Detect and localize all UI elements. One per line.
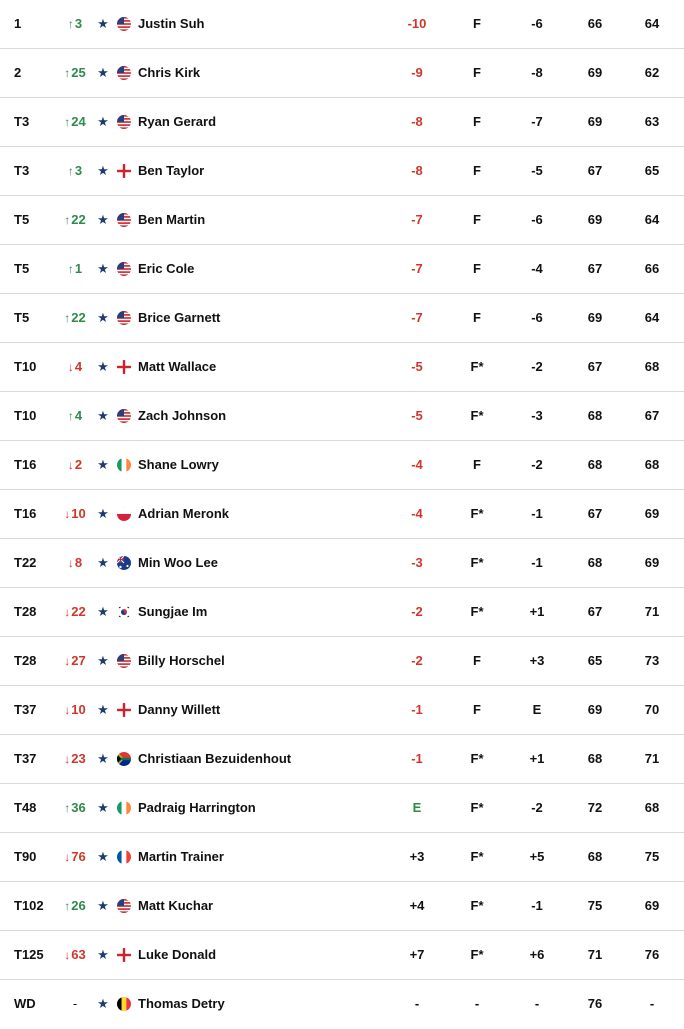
player-name[interactable]: Sungjae Im: [138, 604, 208, 619]
thru-status: F*: [470, 604, 484, 619]
player-row[interactable]: [0, 245, 684, 294]
flag-usa-icon: [117, 899, 131, 913]
flag-usa-icon: [117, 409, 131, 423]
position: T16: [14, 457, 37, 472]
flag-england-icon: [117, 360, 131, 374]
round-2-score: 70: [644, 702, 660, 717]
player-row[interactable]: [0, 539, 684, 588]
total-to-par: -7: [411, 261, 423, 276]
round-to-par: -2: [531, 457, 543, 472]
thru-status: F: [473, 212, 481, 227]
favorite-star-icon[interactable]: ★: [97, 996, 109, 1011]
position: T16: [14, 506, 37, 521]
position: T3: [14, 163, 30, 178]
thru-status: F*: [470, 359, 484, 374]
position-movement: [58, 735, 92, 783]
round-1-score: 68: [587, 555, 603, 570]
flag-ireland-icon: [117, 458, 131, 472]
player-name[interactable]: Billy Horschel: [138, 653, 225, 668]
movement-value: 2: [74, 457, 83, 472]
position: T5: [14, 261, 30, 276]
player-name[interactable]: Matt Wallace: [138, 359, 217, 374]
player-row[interactable]: [0, 882, 684, 931]
thru-status: F*: [470, 800, 484, 815]
favorite-star-icon[interactable]: ★: [97, 751, 109, 766]
round-1-score: 71: [587, 947, 603, 962]
player-name[interactable]: Thomas Detry: [138, 996, 225, 1011]
round-1-score: 76: [587, 996, 603, 1011]
arrow-down-icon: ↓: [67, 360, 74, 374]
flag-england-icon: [117, 948, 131, 962]
flag-usa-icon: [117, 262, 131, 276]
favorite-star-icon[interactable]: ★: [97, 457, 109, 472]
favorite-star-icon[interactable]: ★: [97, 163, 109, 178]
player-row[interactable]: [0, 637, 684, 686]
round-1-score: 69: [587, 702, 603, 717]
position: T5: [14, 310, 30, 325]
arrow-down-icon: ↓: [64, 752, 71, 766]
favorite-star-icon[interactable]: ★: [97, 114, 109, 129]
position-movement: [58, 490, 92, 538]
round-to-par: E: [532, 702, 542, 717]
position: T28: [14, 604, 37, 619]
round-1-score: 69: [587, 310, 603, 325]
round-2-score: 65: [644, 163, 660, 178]
thru-status: -: [474, 996, 480, 1011]
round-2-score: 75: [644, 849, 660, 864]
round-2-score: 66: [644, 261, 660, 276]
movement-value: 36: [71, 800, 86, 815]
round-2-score: 71: [644, 604, 660, 619]
player-name[interactable]: Justin Suh: [138, 16, 205, 31]
position-movement: [58, 784, 92, 832]
player-row[interactable]: [0, 196, 684, 245]
arrow-up-icon: ↑: [64, 115, 71, 129]
position-movement: [58, 98, 92, 146]
favorite-star-icon[interactable]: ★: [97, 212, 109, 227]
position-movement: [58, 147, 92, 195]
round-1-score: 69: [587, 65, 603, 80]
movement-value: 8: [74, 555, 83, 570]
round-1-score: 69: [587, 114, 603, 129]
round-2-score: 69: [644, 898, 660, 913]
round-2-score: 76: [644, 947, 660, 962]
player-row[interactable]: [0, 833, 684, 882]
position: T48: [14, 800, 37, 815]
player-row[interactable]: [0, 784, 684, 833]
arrow-up-icon: ↑: [67, 164, 74, 178]
thru-status: F*: [470, 408, 484, 423]
favorite-star-icon[interactable]: ★: [97, 653, 109, 668]
round-to-par: +3: [529, 653, 545, 668]
thru-status: F: [473, 702, 481, 717]
thru-status: F: [473, 65, 481, 80]
arrow-up-icon: ↑: [67, 409, 74, 423]
thru-status: F: [473, 114, 481, 129]
movement-value: 23: [71, 751, 86, 766]
flag-usa-icon: [117, 17, 131, 31]
player-row[interactable]: [0, 588, 684, 637]
flag-australia-icon: [117, 556, 131, 570]
favorite-star-icon[interactable]: ★: [97, 702, 109, 717]
arrow-up-icon: ↑: [64, 801, 71, 815]
flag-england-icon: [117, 164, 131, 178]
round-2-score: 64: [644, 16, 660, 31]
movement-value: 10: [71, 702, 86, 717]
round-1-score: 66: [587, 16, 603, 31]
round-1-score: 67: [587, 261, 603, 276]
player-name[interactable]: Ryan Gerard: [138, 114, 217, 129]
round-2-score: 71: [644, 751, 660, 766]
movement-value: 1: [74, 261, 83, 276]
arrow-down-icon: ↓: [67, 556, 74, 570]
arrow-up-icon: ↑: [64, 66, 71, 80]
arrow-up-icon: ↑: [67, 262, 74, 276]
total-to-par: -7: [411, 310, 423, 325]
position-movement: [58, 245, 92, 293]
favorite-star-icon[interactable]: ★: [97, 16, 109, 31]
round-1-score: 67: [587, 163, 603, 178]
movement-value: 25: [71, 65, 86, 80]
round-to-par: -1: [531, 506, 543, 521]
player-name[interactable]: Danny Willett: [138, 702, 221, 717]
round-1-score: 69: [587, 212, 603, 227]
favorite-star-icon[interactable]: ★: [97, 359, 109, 374]
position-movement: [58, 931, 92, 979]
movement-value: 3: [74, 163, 83, 178]
position-movement: [58, 588, 92, 636]
position: T102: [14, 898, 44, 913]
player-name[interactable]: Eric Cole: [138, 261, 195, 276]
flag-poland-icon: [117, 507, 131, 521]
total-to-par: -: [414, 996, 420, 1011]
total-to-par: -7: [411, 212, 423, 227]
thru-status: F: [473, 653, 481, 668]
round-1-score: 68: [587, 408, 603, 423]
favorite-star-icon[interactable]: ★: [97, 65, 109, 80]
thru-status: F*: [470, 898, 484, 913]
movement-value: 63: [71, 947, 86, 962]
arrow-up-icon: ↑: [64, 213, 71, 227]
thru-status: F: [473, 163, 481, 178]
total-to-par: -5: [411, 359, 423, 374]
thru-status: F: [473, 261, 481, 276]
player-name[interactable]: Zach Johnson: [138, 408, 227, 423]
position: T125: [14, 947, 44, 962]
flag-korea-icon: [117, 605, 131, 619]
player-name[interactable]: Luke Donald: [138, 947, 217, 962]
flag-usa-icon: [117, 115, 131, 129]
round-1-score: 68: [587, 849, 603, 864]
total-to-par: +3: [409, 849, 425, 864]
round-to-par: -5: [531, 163, 543, 178]
round-2-score: 68: [644, 457, 660, 472]
arrow-up-icon: ↑: [67, 17, 74, 31]
favorite-star-icon[interactable]: ★: [97, 261, 109, 276]
round-to-par: -6: [531, 16, 543, 31]
position: T10: [14, 408, 37, 423]
flag-south-africa-icon: [117, 752, 131, 766]
player-name[interactable]: Min Woo Lee: [138, 555, 218, 570]
player-name[interactable]: Adrian Meronk: [138, 506, 230, 521]
movement-value: 4: [74, 359, 83, 374]
position: T37: [14, 702, 37, 717]
total-to-par: +4: [409, 898, 425, 913]
player-name[interactable]: Matt Kuchar: [138, 898, 214, 913]
player-row[interactable]: [0, 343, 684, 392]
movement-value: -: [72, 996, 78, 1011]
player-name[interactable]: Padraig Harrington: [138, 800, 256, 815]
player-name[interactable]: Ben Taylor: [138, 163, 205, 178]
favorite-star-icon[interactable]: ★: [97, 310, 109, 325]
position-movement: [58, 0, 92, 48]
position-movement: [58, 637, 92, 685]
flag-usa-icon: [117, 66, 131, 80]
favorite-star-icon[interactable]: ★: [97, 555, 109, 570]
arrow-down-icon: ↓: [64, 850, 71, 864]
position-movement: [58, 833, 92, 881]
round-to-par: -6: [531, 310, 543, 325]
player-row[interactable]: [0, 49, 684, 98]
round-to-par: +5: [529, 849, 545, 864]
total-to-par: -1: [411, 702, 423, 717]
player-row[interactable]: [0, 686, 684, 735]
arrow-down-icon: ↓: [64, 605, 71, 619]
flag-ireland-icon: [117, 801, 131, 815]
round-1-score: 65: [587, 653, 603, 668]
round-2-score: 67: [644, 408, 660, 423]
favorite-star-icon[interactable]: ★: [97, 947, 109, 962]
favorite-star-icon[interactable]: ★: [97, 849, 109, 864]
player-name[interactable]: Brice Garnett: [138, 310, 221, 325]
round-to-par: -1: [531, 898, 543, 913]
total-to-par: -4: [411, 506, 423, 521]
round-1-score: 75: [587, 898, 603, 913]
position-movement: [58, 686, 92, 734]
player-row[interactable]: [0, 0, 684, 49]
round-2-score: 73: [644, 653, 660, 668]
round-1-score: 72: [587, 800, 603, 815]
position-movement: [58, 980, 92, 1028]
thru-status: F: [473, 16, 481, 31]
total-to-par: +7: [409, 947, 425, 962]
round-to-par: -2: [531, 359, 543, 374]
position-movement: [58, 392, 92, 440]
position: T37: [14, 751, 37, 766]
favorite-star-icon[interactable]: ★: [97, 408, 109, 423]
player-row[interactable]: [0, 931, 684, 980]
arrow-down-icon: ↓: [67, 458, 74, 472]
position: WD: [14, 996, 36, 1011]
flag-belgium-icon: [117, 997, 131, 1011]
total-to-par: -1: [411, 751, 423, 766]
position-movement: [58, 441, 92, 489]
round-to-par: +1: [529, 751, 545, 766]
thru-status: F: [473, 310, 481, 325]
position: T28: [14, 653, 37, 668]
player-row[interactable]: [0, 980, 684, 1029]
thru-status: F*: [470, 751, 484, 766]
total-to-par: -5: [411, 408, 423, 423]
arrow-up-icon: ↑: [64, 899, 71, 913]
position: T3: [14, 114, 30, 129]
arrow-down-icon: ↓: [64, 507, 71, 521]
player-row[interactable]: [0, 147, 684, 196]
total-to-par: -2: [411, 604, 423, 619]
flag-france-icon: [117, 850, 131, 864]
movement-value: 22: [71, 212, 86, 227]
thru-status: F: [473, 457, 481, 472]
round-to-par: -1: [531, 555, 543, 570]
position-movement: [58, 196, 92, 244]
movement-value: 26: [71, 898, 86, 913]
position: 1: [14, 16, 22, 31]
total-to-par: E: [412, 800, 422, 815]
round-to-par: -6: [531, 212, 543, 227]
round-to-par: +6: [529, 947, 545, 962]
round-2-score: 63: [644, 114, 660, 129]
player-row[interactable]: [0, 490, 684, 539]
movement-value: 4: [74, 408, 83, 423]
total-to-par: -10: [407, 16, 427, 31]
arrow-down-icon: ↓: [64, 654, 71, 668]
round-to-par: -: [534, 996, 540, 1011]
thru-status: F*: [470, 506, 484, 521]
round-1-score: 67: [587, 359, 603, 374]
round-to-par: -3: [531, 408, 543, 423]
total-to-par: -3: [411, 555, 423, 570]
round-to-par: -2: [531, 800, 543, 815]
player-name[interactable]: Martin Trainer: [138, 849, 224, 864]
arrow-up-icon: ↑: [64, 311, 71, 325]
thru-status: F*: [470, 555, 484, 570]
movement-value: 27: [71, 653, 86, 668]
movement-value: 24: [71, 114, 86, 129]
position-movement: [58, 882, 92, 930]
player-name[interactable]: Christiaan Bezuidenhout: [138, 751, 292, 766]
thru-status: F*: [470, 947, 484, 962]
round-1-score: 68: [587, 457, 603, 472]
round-2-score: 69: [644, 506, 660, 521]
position-movement: [58, 343, 92, 391]
movement-value: 22: [71, 604, 86, 619]
round-2-score: 68: [644, 800, 660, 815]
position: T90: [14, 849, 37, 864]
round-2-score: 64: [644, 310, 660, 325]
position-movement: [58, 294, 92, 342]
player-row[interactable]: [0, 441, 684, 490]
round-to-par: +1: [529, 604, 545, 619]
player-row[interactable]: [0, 392, 684, 441]
round-to-par: -4: [531, 261, 543, 276]
movement-value: 22: [71, 310, 86, 325]
flag-usa-icon: [117, 311, 131, 325]
flag-usa-icon: [117, 213, 131, 227]
position: T10: [14, 359, 37, 374]
player-name[interactable]: Ben Martin: [138, 212, 206, 227]
player-row[interactable]: [0, 98, 684, 147]
round-to-par: -7: [531, 114, 543, 129]
favorite-star-icon[interactable]: ★: [97, 506, 109, 521]
total-to-par: -8: [411, 163, 423, 178]
round-2-score: 64: [644, 212, 660, 227]
position-movement: [58, 539, 92, 587]
favorite-star-icon[interactable]: ★: [97, 604, 109, 619]
total-to-par: -9: [411, 65, 423, 80]
round-1-score: 68: [587, 751, 603, 766]
flag-england-icon: [117, 703, 131, 717]
arrow-down-icon: ↓: [64, 703, 71, 717]
movement-value: 76: [71, 849, 86, 864]
player-name[interactable]: Chris Kirk: [138, 65, 201, 80]
total-to-par: -4: [411, 457, 423, 472]
round-2-score: -: [649, 996, 655, 1011]
total-to-par: -2: [411, 653, 423, 668]
player-row[interactable]: [0, 735, 684, 784]
position: T5: [14, 212, 30, 227]
round-1-score: 67: [587, 604, 603, 619]
round-1-score: 67: [587, 506, 603, 521]
player-row[interactable]: [0, 294, 684, 343]
total-to-par: -8: [411, 114, 423, 129]
thru-status: F*: [470, 849, 484, 864]
favorite-star-icon[interactable]: ★: [97, 898, 109, 913]
position: 2: [14, 65, 22, 80]
player-name[interactable]: Shane Lowry: [138, 457, 219, 472]
round-2-score: 69: [644, 555, 660, 570]
movement-value: 10: [71, 506, 86, 521]
round-2-score: 68: [644, 359, 660, 374]
favorite-star-icon[interactable]: ★: [97, 800, 109, 815]
position: T22: [14, 555, 37, 570]
arrow-down-icon: ↓: [64, 948, 71, 962]
round-2-score: 62: [644, 65, 660, 80]
round-to-par: -8: [531, 65, 543, 80]
flag-usa-icon: [117, 654, 131, 668]
movement-value: 3: [74, 16, 83, 31]
position-movement: [58, 49, 92, 97]
